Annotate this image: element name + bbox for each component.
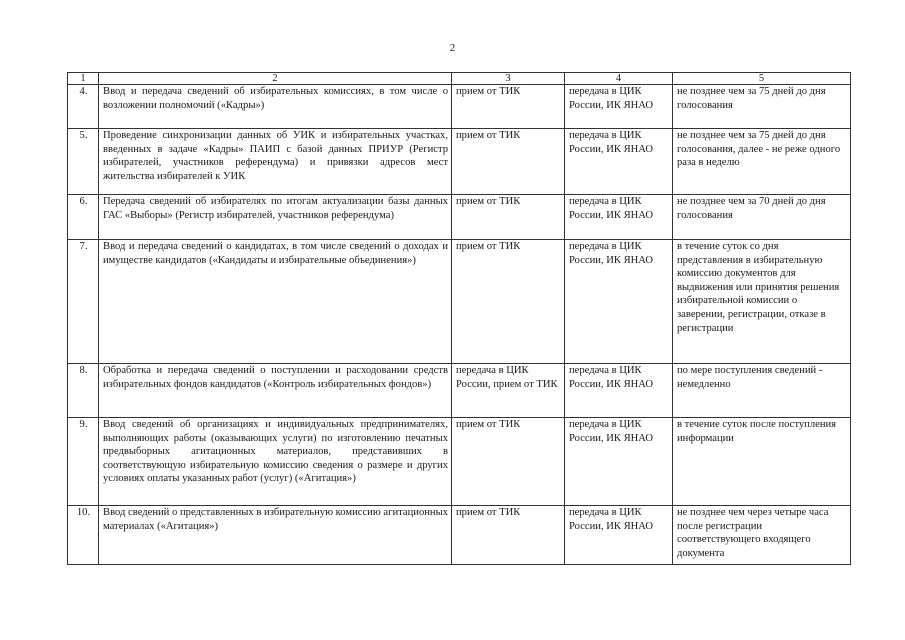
row-number: 6. — [68, 195, 99, 240]
table-row — [68, 506, 851, 565]
row-transfer: передача в ЦИК России, ИК ЯНАО — [565, 364, 673, 418]
row-number: 9. — [68, 418, 99, 506]
header-row — [68, 73, 851, 85]
row-description: Ввод сведений об организациях и индивидуальных предпринимателях, выполняющих работы (оказывающих услуги) по изготовлению печатных предвыборных агитационных материалов, представивших в соответствующую избирательную комиссию сведения о размере и других условиях оплаты указанных работ (услуг) («Агитация») — [99, 418, 452, 506]
row-reception: прием от ТИК — [452, 506, 565, 565]
row-description: Ввод и передача сведений о кандидатах, в том числе сведений о доходах и имуществе кандидатов («Кандидаты и избирательные объединения») — [99, 240, 452, 364]
row-transfer: передача в ЦИК России, ИК ЯНАО — [565, 129, 673, 195]
row-deadline: в течение суток со дня представления в избирательную комиссию документов для выдвижения или принятия решения избирательной комиссии о заверении, регистрации, отказе в регистрации — [673, 240, 851, 364]
row-reception: прием от ТИК — [452, 195, 565, 240]
row-deadline: не позднее чем за 70 дней до дня голосования — [673, 195, 851, 240]
row-reception: прием от ТИК — [452, 85, 565, 129]
row-number: 5. — [68, 129, 99, 195]
schedule-table — [67, 72, 851, 565]
row-transfer: передача в ЦИК России, ИК ЯНАО — [565, 240, 673, 364]
row-transfer: передача в ЦИК России, ИК ЯНАО — [565, 85, 673, 129]
page-number: 2 — [449, 42, 456, 54]
table-row — [68, 364, 851, 418]
table-body — [68, 85, 851, 565]
row-transfer: передача в ЦИК России, ИК ЯНАО — [565, 418, 673, 506]
row-number: 8. — [68, 364, 99, 418]
header-col-4: 4 — [565, 73, 673, 85]
table-row — [68, 195, 851, 240]
row-deadline: не позднее чем за 75 дней до дня голосования — [673, 85, 851, 129]
row-description: Проведение синхронизации данных об УИК и избирательных участках, введенных в задаче «Кадры» ПАИП с базой данных ПРИУР (Регистр избирателей, участников референдума) и привязки адресов мест жительства избирателей к УИК — [99, 129, 452, 195]
header-col-5: 5 — [673, 73, 851, 85]
row-description: Обработка и передача сведений о поступлении и расходовании средств избирательных фондов кандидатов («Контроль избирательных фондов») — [99, 364, 452, 418]
header-col-2: 2 — [99, 73, 452, 85]
row-number: 7. — [68, 240, 99, 364]
row-transfer: передача в ЦИК России, ИК ЯНАО — [565, 506, 673, 565]
row-reception: прием от ТИК — [452, 129, 565, 195]
table-header — [68, 73, 851, 85]
row-number: 4. — [68, 85, 99, 129]
table-row — [68, 85, 851, 129]
row-description: Ввод сведений о представленных в избирательную комиссию агитационных материалах («Агитация») — [99, 506, 452, 565]
row-reception: прием от ТИК — [452, 240, 565, 364]
row-number: 10. — [68, 506, 99, 565]
row-deadline: не позднее чем за 75 дней до дня голосования, далее - не реже одного раза в неделю — [673, 129, 851, 195]
header-col-3: 3 — [452, 73, 565, 85]
row-description: Передача сведений об избирателях по итогам актуализации базы данных ГАС «Выборы» (Регистр избирателей, участников референдума) — [99, 195, 452, 240]
row-deadline: в течение суток после поступления информации — [673, 418, 851, 506]
table-row — [68, 418, 851, 506]
row-transfer: передача в ЦИК России, ИК ЯНАО — [565, 195, 673, 240]
header-col-1: 1 — [68, 73, 99, 85]
row-deadline: не позднее чем через четыре часа после регистрации соответствующего входящего документа — [673, 506, 851, 565]
row-reception: передача в ЦИК России, прием от ТИК — [452, 364, 565, 418]
row-description: Ввод и передача сведений об избирательных комиссиях, в том числе о возложении полномочий («Кадры») — [99, 85, 452, 129]
row-deadline: по мере поступления сведений - немедленно — [673, 364, 851, 418]
table-row — [68, 129, 851, 195]
table-row — [68, 240, 851, 364]
row-reception: прием от ТИК — [452, 418, 565, 506]
